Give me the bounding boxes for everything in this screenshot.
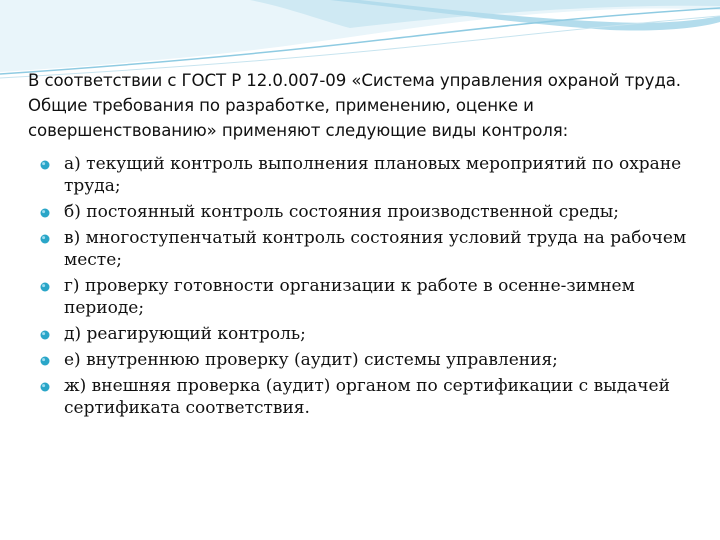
list-item-text: ж) внешняя проверка (аудит) органом по сертификации с выдачей сертификата соответствия. <box>64 376 670 418</box>
list-item <box>28 227 698 271</box>
list-item <box>28 323 698 345</box>
list-item-text: в) многоступенчатый контроль состояния условий труда на рабочем месте; <box>64 228 687 270</box>
intro-paragraph: В соответствии с ГОСТ Р 12.0.007-09 «Система управления охраной труда. Общие требования по разработке, применению, оценке и совершенствованию» применяют следующие виды контроля: <box>28 71 681 140</box>
teal-circle-bullet-icon <box>40 234 50 244</box>
list-item-text: г) проверку готовности организации к работе в осенне-зимнем периоде; <box>64 276 635 318</box>
teal-circle-bullet-icon <box>40 282 50 292</box>
list-item <box>28 349 698 371</box>
list-item <box>28 201 698 223</box>
teal-circle-bullet-icon <box>40 356 50 366</box>
list-item <box>28 153 698 197</box>
list-item <box>28 275 698 319</box>
teal-circle-bullet-icon <box>40 160 50 170</box>
list-item-text: а) текущий контроль выполнения плановых мероприятий по охране труда; <box>64 154 682 196</box>
teal-circle-bullet-icon <box>40 208 50 218</box>
list-item-text: д) реагирующий контроль; <box>64 324 306 344</box>
slide-content <box>28 68 698 423</box>
teal-circle-bullet-icon <box>40 382 50 392</box>
control-types-list <box>28 153 698 419</box>
list-item-text: е) внутреннюю проверку (аудит) системы управления; <box>64 350 558 370</box>
teal-circle-bullet-icon <box>40 330 50 340</box>
list-item-text: б) постоянный контроль состояния производственной среды; <box>64 202 619 222</box>
list-item <box>28 375 698 419</box>
